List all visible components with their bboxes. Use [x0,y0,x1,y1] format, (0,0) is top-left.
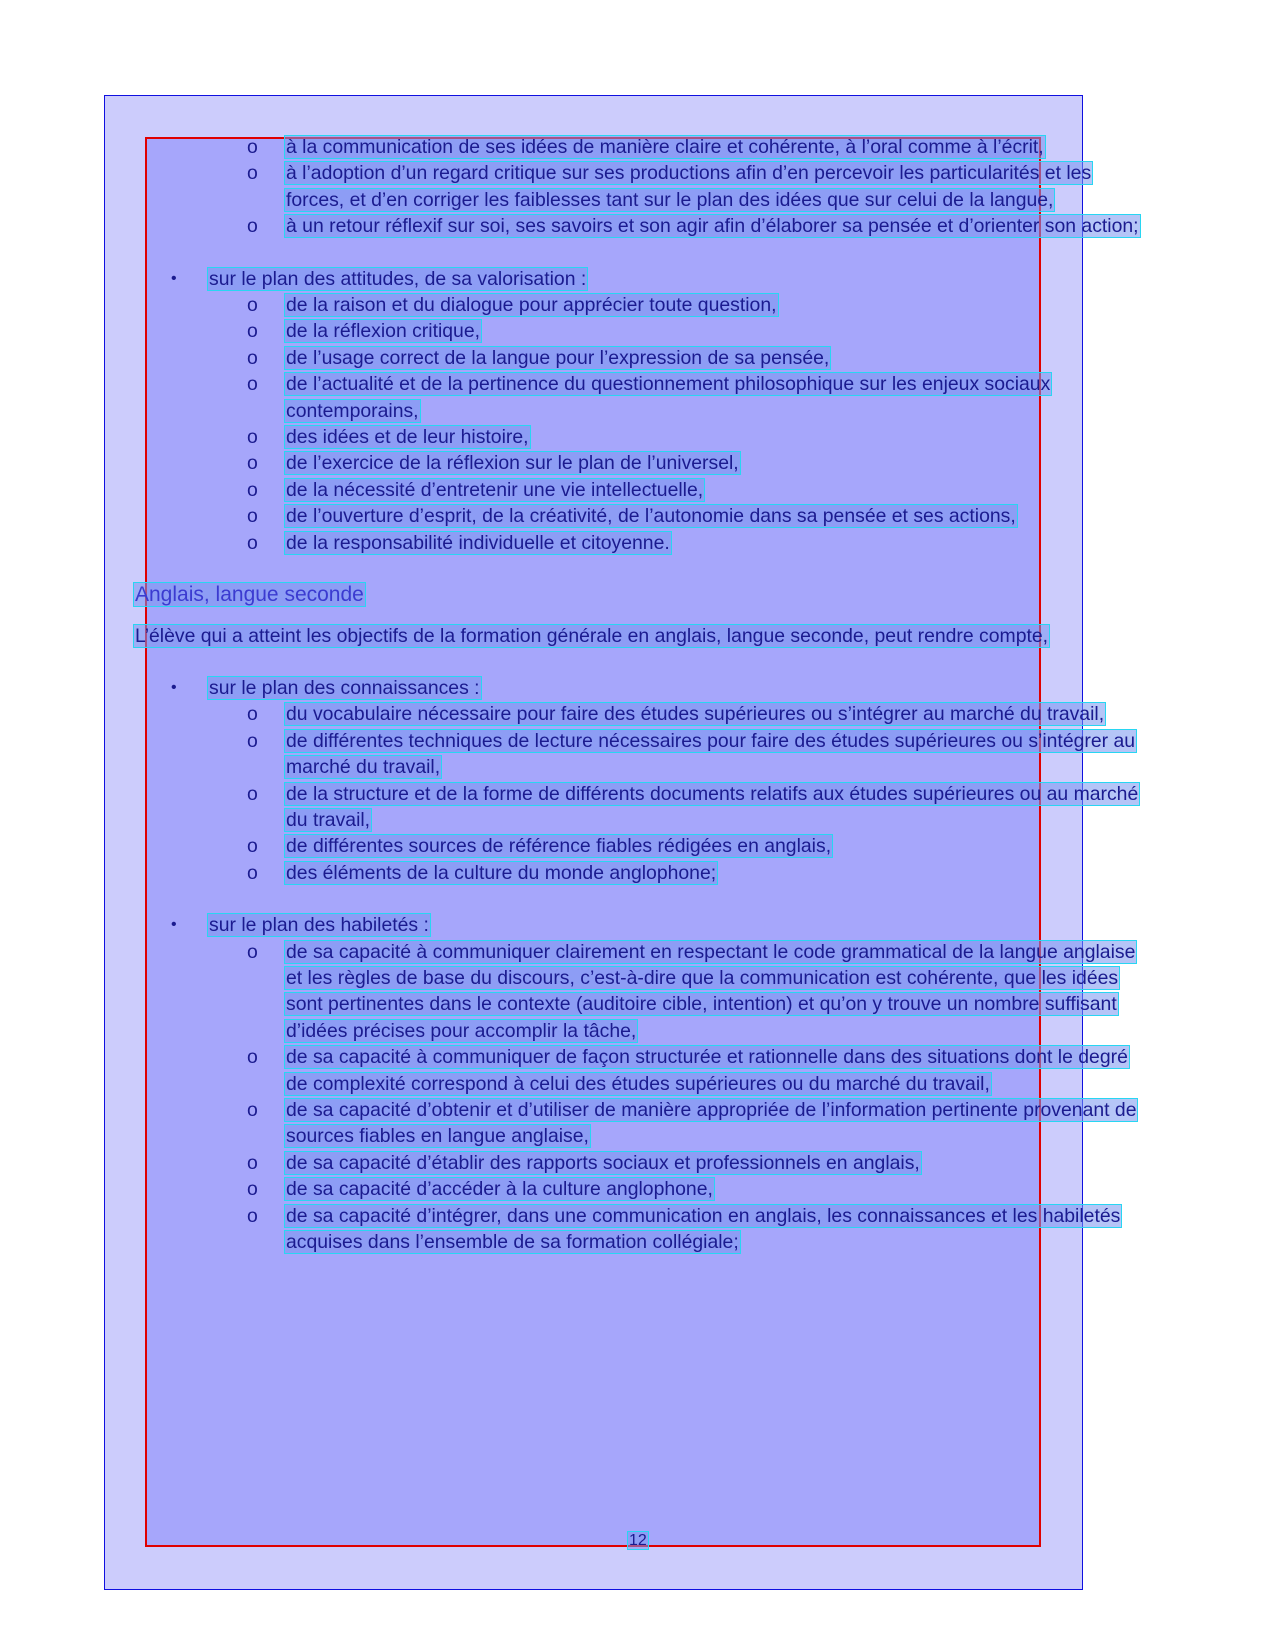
top-sub-list [134,134,1144,240]
list-item: o de sa capacité d’obtenir et d’utiliser de manière appropriée de l’information pertinente provenant de sources fiables en langue anglaise, [247,1099,1137,1148]
sub-bullet-marker: o [247,346,258,369]
sub-bullet-marker: o [247,835,258,858]
sub-bullet-marker: o [247,703,258,726]
list-item: o de la réflexion critique, [134,318,1144,344]
list-item: o de la responsabilité individuelle et citoyenne. [134,530,1144,556]
list-item: o du vocabulaire nécessaire pour faire des études supérieures ou s’intégrer au marché du travail, [134,701,1144,727]
list-item: o des éléments de la culture du monde anglophone; [134,860,1144,886]
bullet-marker: • [171,269,177,287]
list-item: o de l’usage correct de la langue pour l’expression de sa pensée, [134,345,1144,371]
list-item: o à un retour réflexif sur soi, ses savoirs et son agir afin d’élaborer sa pensée et d’orienter son action; [134,213,1144,239]
sub-bullet-marker: o [247,452,258,475]
bullet-marker: • [171,916,177,934]
list-item: o de la structure et de la forme de différents documents relatifs aux études supérieures ou au marché du travail, [247,782,1139,831]
list-item: o de différentes techniques de lecture nécessaires pour faire des études supérieures ou s’intégrer au marché du travail, [247,729,1136,779]
sub-bullet-marker: o [247,1178,258,1201]
list-item: o des idées et de leur histoire, [134,424,1144,450]
sub-bullet-marker: o [247,1099,258,1121]
sub-bullet-marker: o [247,320,258,343]
section-heading: Anglais, langue seconde [135,583,364,607]
document-body [134,134,1144,1255]
list-item: o de l’exercice de la réflexion sur le plan de l’universel, [134,450,1144,476]
list-item: o de l’actualité et de la pertinence du questionnement philosophique sur les enjeux sociaux contemporains, [247,373,1051,422]
sub-bullet-marker: o [247,1046,258,1069]
sub-bullet-marker: o [247,531,258,554]
habiletes-heading: • sur le plan des habiletés : [134,912,1144,938]
list-item: o de l’ouverture d’esprit, de la créativité, de l’autonomie dans sa pensée et ses actions, [134,503,1144,529]
page-number: 12 [629,1532,647,1549]
connaissances-heading: • sur le plan des connaissances : [134,675,1144,701]
habiletes-list [134,939,1144,1256]
list-item: o de sa capacité d’établir des rapports sociaux et professionnels en anglais, [134,1150,1144,1176]
sub-bullet-marker: o [247,162,258,185]
list-item: o de sa capacité d’accéder à la culture anglophone, [134,1176,1144,1202]
attitudes-heading: • sur le plan des attitudes, de sa valorisation : [134,266,1144,292]
bullet-marker: • [171,678,177,696]
sub-bullet-marker: o [247,1204,258,1227]
list-item: o de sa capacité à communiquer de façon structurée et rationnelle dans des situations dont le degré de complexité correspond à celui des études supérieures ou du marché du travail, [247,1046,1128,1095]
list-item: o à l’adoption d’un regard critique sur ses productions afin d’en percevoir les particularités et les forces, et d’en corriger les faiblesses tant sur le plan des idées que sur celui de la langue, [247,162,1092,211]
intro-paragraph: L’élève qui a atteint les objectifs de la formation générale en anglais, langue seconde, peut rendre compte, [135,624,1049,647]
sub-bullet-marker: o [247,426,258,449]
attitudes-list [134,292,1144,556]
sub-bullet-marker: o [247,478,258,501]
sub-bullet-marker: o [247,373,258,396]
list-item: o de la raison et du dialogue pour apprécier toute question, [134,292,1144,318]
list-item: o de différentes sources de référence fiables rédigées en anglais, [134,833,1144,859]
connaissances-list [134,701,1144,886]
sub-bullet-marker: o [247,294,258,317]
sub-bullet-marker: o [247,729,258,752]
list-item: o de sa capacité à communiquer clairement en respectant le code grammatical de la langue anglaise et les règles de base du discours, c’est-à-dire que la communication est cohérente, que les idées sont pertinentes dans le contexte (auditoire cible, intention) et qu’on y trouve un nombre suffisant d’idées précises pour accomplir la tâche, [247,940,1136,1042]
sub-bullet-marker: o [247,505,258,528]
list-item: o de sa capacité d’intégrer, dans une communication en anglais, les connaissances et les habiletés acquises dans l’ensemble de sa formation collégiale; [247,1204,1121,1254]
sub-bullet-marker: o [247,215,258,238]
sub-bullet-marker: o [247,1151,258,1174]
sub-bullet-marker: o [247,861,258,884]
list-item: o de la nécessité d’entretenir une vie intellectuelle, [134,477,1144,503]
sub-bullet-marker: o [247,940,258,963]
sub-bullet-marker: o [247,136,258,158]
list-item: o à la communication de ses idées de manière claire et cohérente, à l’oral comme à l’écrit, [134,134,1144,160]
sub-bullet-marker: o [247,782,258,805]
